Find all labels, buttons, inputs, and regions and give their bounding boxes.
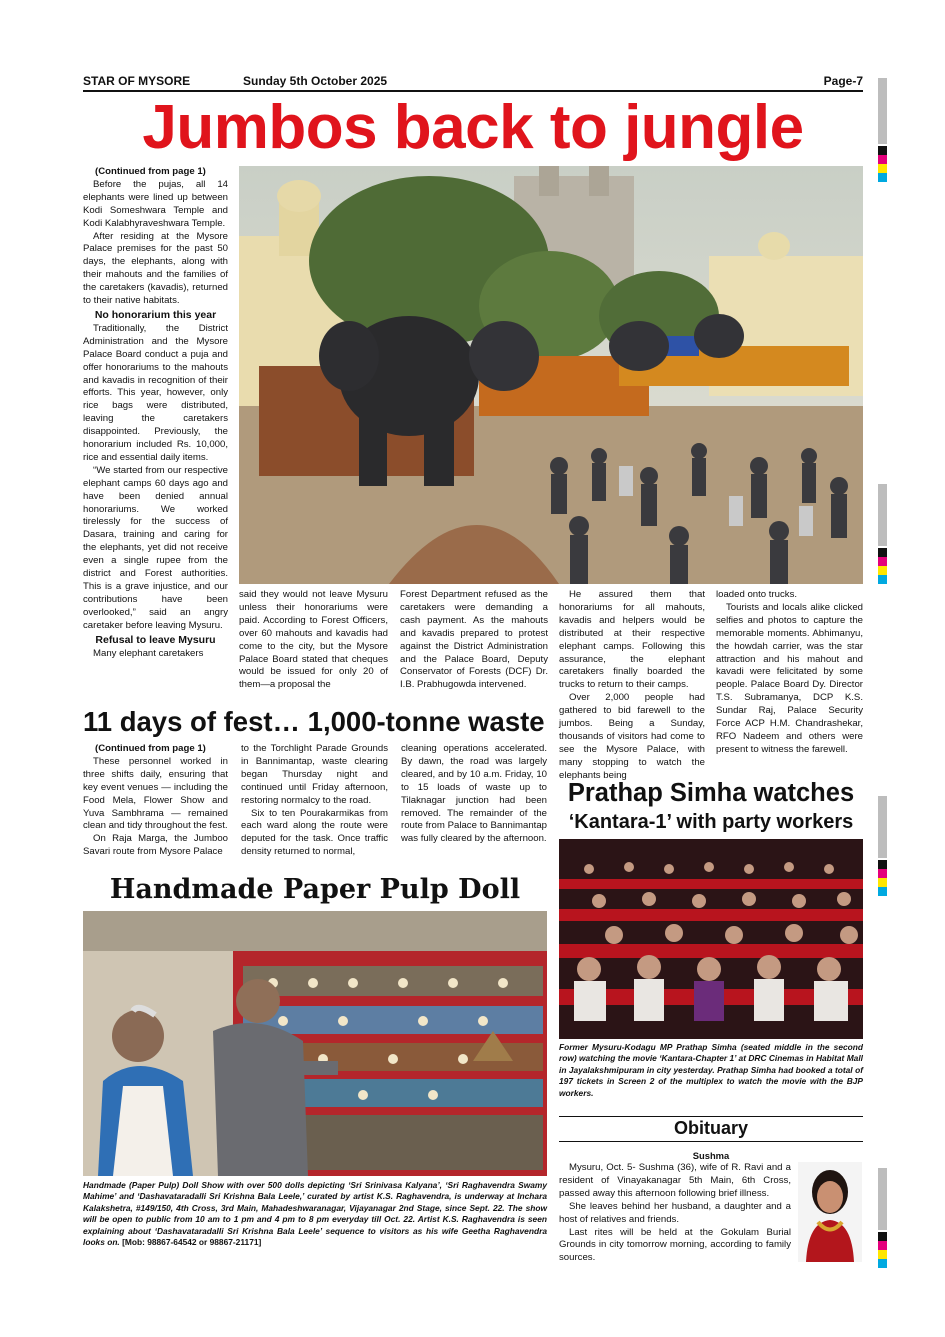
- registration-bar: [878, 1168, 887, 1230]
- paragraph: “We started from our respective elephant camps 60 days ago and have been denied annual honorariums. We worked tirelessly for the success of Dasara, training and caring for the elephants, yet did not receive even a single rupee from the district and Forest authorities. This is a grave injustice, and our contributions have been overlooked,” said an angry caretaker before leaving Mysuru.: [83, 464, 228, 631]
- registration-bar: [878, 484, 887, 546]
- prathap-headline-line-1: Prathap Simha watches: [567, 779, 855, 807]
- paragraph: Traditionally, the District Administration and the Mysore Palace Board conduct a puja and offer honorariums to the mahouts and kavadis in recognition of their efforts. This year, however, only rice bags were distributed, leaving the caretakers disappointed. Previously, the honorarium included Rs. 10,000, rice and essential daily items.: [83, 322, 228, 463]
- doll-show-illustration: [83, 911, 547, 1176]
- elephants-photo: [239, 166, 863, 584]
- registration-yellow: [878, 1250, 887, 1259]
- caption-text: Handmade (Paper Pulp) Doll Show with over 500 dolls depicting ‘Sri Srinivasa Kalyana’, ‘Sri Raghavendra Swamy Mahime’ and ‘Dashavataradalli Sri Krishna Bala Leele,’ curated by artist K.S. Raghavendra, is underway at Inchara Kalakshetra, #149/150, 4th Cross, 3rd Main, Mahadeshwaranagar, Vijayanagar 2nd Stage, since Sept. 22. The show will be open to public from 10 am to 1 pm and 4 pm to 8 pm everyday till Oct. 22. Artist K.S. Raghavendra is seen explaining about ‘Dashavataradalli Sri Krishna Bala Leele’ sequence to visitors as his wife Geetha Raghavendra looks on.: [83, 1180, 547, 1248]
- portrait-illustration: [798, 1162, 862, 1262]
- paragraph: Over 2,000 people had gathered to bid farewell to the jumbos. Being a Sunday, thousands of visitors had come to see the Mysore Palace, with many stopping to watch the elephants being: [559, 692, 705, 781]
- registration-magenta: [878, 557, 887, 566]
- cinema-illustration: [559, 839, 863, 1039]
- story2-column-2: [241, 743, 388, 859]
- cinema-photo: [559, 839, 863, 1039]
- registration-magenta: [878, 1241, 887, 1250]
- registration-black: [878, 146, 887, 155]
- registration-cyan: [878, 173, 887, 182]
- registration-black: [878, 860, 887, 869]
- story1-column-5: [716, 589, 863, 757]
- page-number: Page-7: [823, 74, 863, 88]
- paragraph: Before the pujas, all 14 elephants were lined up between Kodi Someshwara Temple and Kodi Kalabhyraveshwara Temple.: [83, 178, 228, 229]
- story1-column-3: [400, 589, 548, 692]
- registration-black: [878, 1232, 887, 1241]
- continued-note: (Continued from page 1): [95, 743, 206, 754]
- obituary-portrait: [798, 1162, 862, 1262]
- prathap-headline-line-2: ‘Kantara-1’ with party workers: [568, 811, 854, 833]
- paragraph: Six to ten Pourakarmikas from each ward along the route were deputed for the task. Once traffic density returned to normal,: [241, 807, 388, 858]
- paragraph: After residing at the Mysore Palace premises for the past 50 days, the elephants, along with their mahouts and the families of the caretakers (kavadis), returned to their native habitats.: [83, 230, 228, 307]
- elephants-photo-illustration: [239, 166, 863, 584]
- doll-show-photo: [83, 911, 547, 1176]
- registration-bar: [878, 78, 887, 144]
- story1-column-1: [83, 166, 228, 660]
- paragraph: Tourists and locals alike clicked selfies and photos to capture the memorable moments. Abhimanyu, the howdah carrier, was the star attraction and his mahout and kavadi were felicitated by some people. Palace Board Dy. Director T.S. Subramanya, DCP K.S. Sundar Raj, Palace Security Force ACP H.M. Chandrashekar, RFO Nadeem and others were present to witness the farewell.: [716, 601, 863, 755]
- paragraph: to the Torchlight Parade Grounds in Bannimantap, waste clearing began Thursday night and continued until Friday afternoon, restoring normalcy to the road.: [241, 743, 388, 806]
- contact-info: [Mob: 98867-64542 or 98867-21171]: [122, 1237, 262, 1248]
- continued-note: (Continued from page 1): [95, 166, 206, 177]
- obituary-section-title: Obituary: [673, 1118, 748, 1138]
- registration-magenta: [878, 155, 887, 164]
- issue-date: Sunday 5th October 2025: [243, 74, 388, 88]
- story1-column-2: [239, 589, 388, 692]
- doll-show-headline: Handmade Paper Pulp Doll: [109, 874, 521, 905]
- registration-cyan: [878, 887, 887, 896]
- paragraph: On Raja Marga, the Jumboo Savari route from Mysore Palace: [83, 833, 228, 858]
- story2-headline: 11 days of fest… 1,000-tonne waste: [83, 706, 545, 737]
- story1-column-4: [559, 589, 705, 783]
- paragraph: cleaning operations accelerated. By dawn, the road was largely cleared, and by 10 a.m. Friday, 10 to 15 loads of waste up to Tilaknagar junction had been removed. The remainder of the route from Palace to Bannimantap was fully cleared by the afternoon.: [401, 743, 547, 845]
- paragraph: Many elephant caretakers: [93, 647, 204, 659]
- cinema-caption: Former Mysuru-Kodagu MP Prathap Simha (seated middle in the second row) watching the movie ‘Kantara-Chapter 1’ at DRC Cinemas in Habitat Mall in Jayalakshmipuram in city yesterday. Prathap Simha had booked a total of 197 tickets in Screen 2 of the multiplex to watch the movie with the BJP workers.: [559, 1042, 863, 1098]
- paragraph: Forest Department refused as the caretakers were demanding a cash payment. As the mahouts and kavadis prepared to protest against the District Administration and the Palace Board, Deputy Conservator of Forests (DCF) Dr. I.B. Prabhugowda intervened.: [400, 589, 548, 691]
- obituary-text: [559, 1162, 791, 1265]
- registration-yellow: [878, 878, 887, 887]
- paragraph: loaded onto trucks.: [716, 589, 798, 600]
- paragraph: Last rites will be held at the Gokulam Burial Grounds in city tomorrow morning, according to family sources.: [559, 1226, 791, 1264]
- paragraph: said they would not leave Mysuru unless their honorariums were paid. According to Forest Officers, over 60 mahouts and kavadis had come to the city, but the Mysore Palace Board stated that cheques would be issued for only 20 of them—a proposal the: [239, 589, 388, 691]
- publication-name: STAR OF MYSORE: [83, 74, 191, 88]
- paragraph: She leaves behind her husband, a daughter and a host of relatives and friends.: [559, 1200, 791, 1225]
- registration-yellow: [878, 566, 887, 575]
- story2-column-3: [401, 743, 547, 846]
- paragraph: He assured them that honorariums for all mahouts, kavadis and helpers would be distributed at their respective elephant camps. Following this assurance, the elephant caretakers finally boarded the trucks to return to their camps.: [559, 589, 705, 691]
- subhead: No honorarium this year: [94, 308, 217, 321]
- registration-yellow: [878, 164, 887, 173]
- main-headline: Jumbos back to jungle: [142, 93, 804, 162]
- masthead-rule: [83, 90, 863, 92]
- registration-cyan: [878, 1259, 887, 1268]
- registration-cyan: [878, 575, 887, 584]
- paragraph: Mysuru, Oct. 5- Sushma (36), wife of R. Ravi and a resident of Vinayakanagar 5th Main, 6th Cross, passed away this afternoon following brief illness.: [559, 1162, 791, 1199]
- story2-column-1: [83, 743, 228, 859]
- obituary-name: Sushma: [692, 1150, 730, 1161]
- registration-magenta: [878, 869, 887, 878]
- registration-black: [878, 548, 887, 557]
- paragraph: These personnel worked in three shifts daily, ensuring that key event venues — including the Food Mela, Flower Show and Yuva Sambhrama — remained clean and tidy throughout the fest.: [83, 755, 228, 832]
- registration-bar: [878, 796, 887, 858]
- doll-show-caption: [83, 1180, 547, 1248]
- subhead: Refusal to leave Mysuru: [95, 633, 216, 646]
- obituary-bottom-rule: [559, 1141, 863, 1142]
